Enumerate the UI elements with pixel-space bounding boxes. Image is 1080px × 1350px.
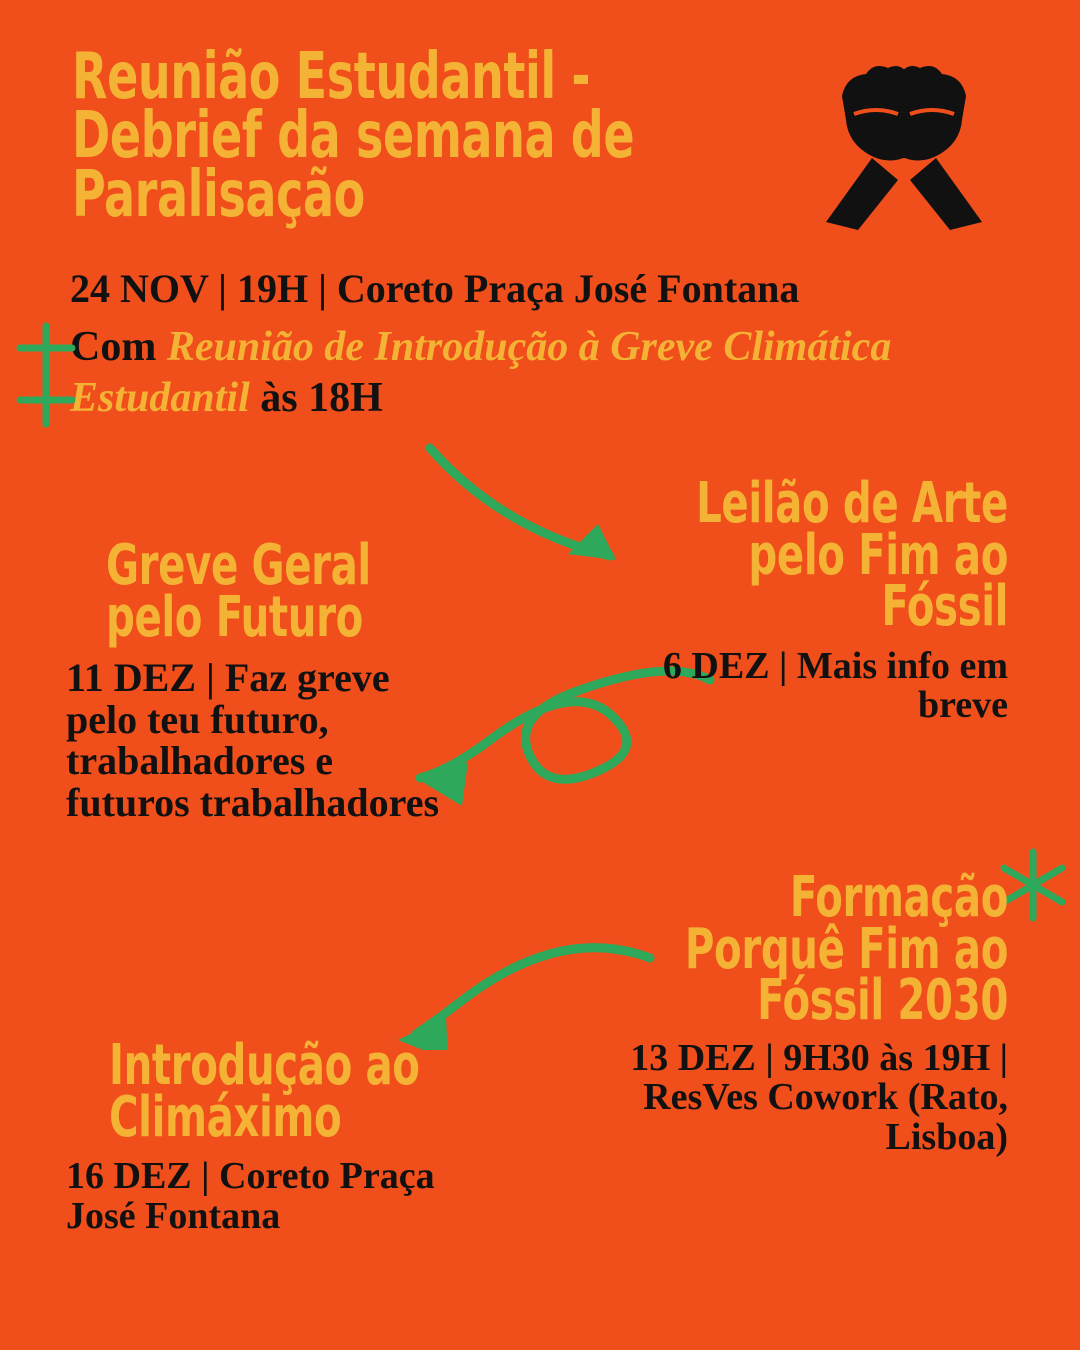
asterisk-icon <box>14 320 78 430</box>
event-details: 13 DEZ | 9H30 às 19H | ResVes Cowork (Rato, Lisboa) <box>630 1036 1008 1158</box>
event-title: Introdução ao Climáximo <box>109 1033 420 1150</box>
header-sub-highlight: Reunião de Introdução à Greve Climática Estudantil <box>70 324 892 422</box>
page-title: Reunião Estudantil - Debrief da semana de Paralisação <box>72 40 635 232</box>
header-sub-lead: Com <box>70 324 167 370</box>
header-meta: 24 NOV | 19H | Coreto Praça José Fontana <box>70 266 800 311</box>
event-block-leilao-arte <box>608 471 1008 727</box>
header-sub-tail: às 18H <box>249 375 383 422</box>
event-details: 6 DEZ | Mais info em breve <box>662 644 1008 727</box>
event-details: 16 DEZ | Coreto Praça José Fontana <box>66 1155 435 1237</box>
event-title: Leilão de Arte pelo Fim ao Fóssil <box>696 471 1008 640</box>
event-title: Formação Porquê Fim ao Fóssil 2030 <box>684 865 1008 1034</box>
event-block-formacao-fossil <box>588 865 1008 1158</box>
crossed-fists-icon <box>814 62 994 232</box>
event-details: 11 DEZ | Faz greve pelo teu futuro, trabalhadores e futuros trabalhadores <box>66 655 440 825</box>
event-block-introducao-climaximo <box>66 1033 496 1237</box>
event-block-greve-geral <box>66 533 466 825</box>
header-subline <box>70 322 1030 424</box>
event-title: Greve Geral pelo Futuro <box>106 533 371 650</box>
